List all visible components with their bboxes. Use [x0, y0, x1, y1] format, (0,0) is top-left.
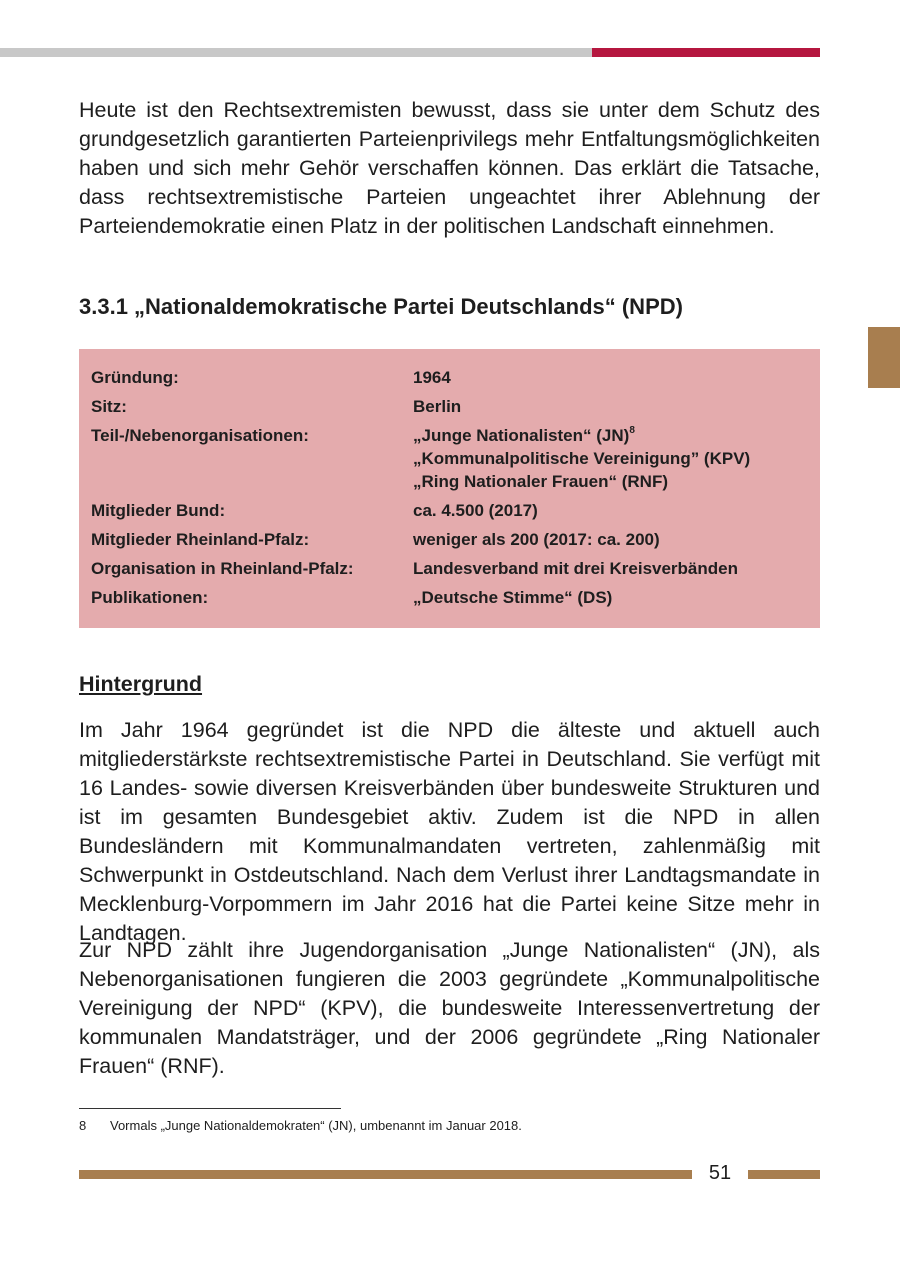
factbox-label: Mitglieder Bund: [91, 501, 226, 520]
footnote-text: Vormals „Junge Nationaldemokraten“ (JN), umbenannt im Januar 2018. [110, 1118, 522, 1133]
factbox-value: 1964 [413, 368, 451, 387]
factbox-row-suborganisations [91, 424, 808, 493]
footnote-ref: 8 [629, 425, 635, 437]
footnote [79, 1117, 522, 1134]
suborg-item: „Junge Nationalisten“ (JN)$^8$ [413, 425, 635, 445]
factbox-value: Berlin [413, 397, 462, 416]
factbox-row-seat [91, 395, 808, 418]
chapter-side-tab [868, 327, 900, 388]
background-paragraph-1: Im Jahr 1964 gegründet ist die NPD die älteste und aktuell auch mitgliederstärkste rechtsextremistische Partei in Deutschland. Sie verfügt mit 16 Landes- sowie diversen Kreisverbänden über bundesweite Strukturen und ist im gesamten Bundesgebiet aktiv. Zudem ist die NPD in allen Bundesländern mit Kommunalmandaten vertreten, zahlenmäßig mit Schwerpunkt in Ostdeutschland. Nach dem Verlust ihrer Landtagsmandate in Mecklenburg-Vorpommern im Jahr 2016 hat die Partei keine Sitze mehr in Landtagen. [79, 718, 820, 945]
factbox-value: weniger als 200 (2017: ca. 200) [413, 530, 660, 549]
factbox-row-publications [91, 586, 808, 609]
suborg-item: „Ring Nationaler Frauen“ (RNF) [413, 472, 669, 491]
party-factbox [79, 349, 820, 628]
intro-paragraph: Heute ist den Rechtsextremisten bewusst, dass sie unter dem Schutz des grundgesetzlich garantierten Parteienprivilegs mehr Entfaltungsmöglichkeiten haben und sich mehr Gehör verschaffen können. Das erklärt die Tatsache, dass rechtsextremistische Parteien ungeachtet ihrer Ablehnung der Parteiendemokratie einen Platz in der politischen Landschaft einnehmen. [79, 98, 820, 238]
suborg-item: „Kommunalpolitische Vereinigung” (KPV) [413, 449, 751, 468]
section-heading: 3.3.1 „Nationaldemokratische Partei Deutschlands“ (NPD) [79, 294, 683, 319]
footer-rule-left [79, 1170, 692, 1179]
factbox-row-founding [91, 366, 808, 389]
footer-rule-right [748, 1170, 820, 1179]
factbox-value: Landesverband mit drei Kreisverbänden [413, 559, 738, 578]
factbox-row-organisation-rlp [91, 557, 808, 580]
factbox-label: Publikationen: [91, 588, 209, 607]
factbox-value-list [413, 424, 808, 493]
factbox-value: „Deutsche Stimme“ (DS) [413, 588, 613, 607]
background-heading: Hintergrund [79, 672, 203, 696]
factbox-label: Organisation in Rheinland-Pfalz: [91, 559, 354, 578]
footnote-number: 8 [79, 1118, 87, 1133]
footnote-separator [79, 1108, 341, 1109]
factbox-label: Gründung: [91, 368, 179, 387]
page-number: 51 [708, 1162, 732, 1184]
header-rule-gray [0, 48, 592, 57]
factbox-label: Mitglieder Rheinland-Pfalz: [91, 530, 310, 549]
factbox-label: Sitz: [91, 397, 127, 416]
factbox-label: Teil-/Nebenorganisationen: [91, 426, 309, 445]
factbox-row-members-federal [91, 499, 808, 522]
background-paragraph-2: Zur NPD zählt ihre Jugendorganisation „Junge Nationalisten“ (JN), als Nebenorganisationen fungieren die 2003 gegründete „Kommunalpolitische Vereinigung der NPD“ (KPV), die bundesweite Interessenvertretung der kommunalen Mandatsträger, und der 2006 gegründete „Ring Nationaler Frauen“ (RNF). [79, 938, 820, 1078]
header-rule-accent [592, 48, 820, 57]
factbox-row-members-rlp [91, 528, 808, 551]
factbox-value: ca. 4.500 (2017) [413, 501, 538, 520]
